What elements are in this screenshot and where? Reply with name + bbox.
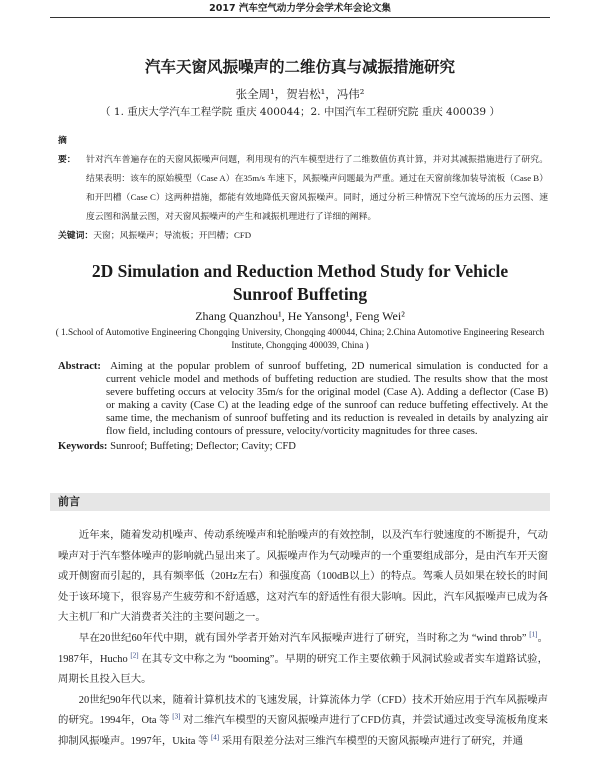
chinese-abstract-label: 摘 要： [58,135,76,164]
english-title: 2D Simulation and Reduction Method Study for Vehicle Sunroof Buffeting [91,261,509,304]
paragraph-text: 在其专文中称之为 “booming”。早期的研究工作主要依赖于风洞试验或者实车道路试验，周期长且投入巨大。 [58,653,548,686]
chinese-affiliation: （ 1. 重庆大学汽车工程学院 重庆 400044；2. 中国汽车工程研究院 重庆 400039 ） [100,106,500,118]
english-keywords-text: Sunroof; Buffeting; Deflector; Cavity; CFD [110,441,296,452]
citation-mark: [4] [210,733,220,742]
chinese-abstract [58,131,548,226]
chinese-keywords [58,226,548,245]
english-keywords-label: Keywords: [58,441,108,452]
chinese-keywords-label: 关键词： [58,230,94,240]
section-heading-introduction: 前言 [50,493,550,511]
english-abstract-label: Abstract: [58,361,101,372]
chinese-abstract-text: 针对汽车普遍存在的天窗风振噪声问题，利用现有的汽车模型进行了二维数值仿真计算，并对其减振措施进行了研究。结果表明：该车的原始模型（Case A）在35m/s 车速下，风振噪声问题最为严重。通过在天窗前缘加装导流板（Case B）和开凹槽（Case C）这两种措施，都能有效地降低天窗风振噪声。同时，通过分析三种情况下空气流场的压力云图、速度云图和涡量云图，对天窗风振噪声的产生和减振机理进行了详细的阐释。 [86,154,548,221]
english-abstract-text: Aiming at the popular problem of sunroof buffeting, 2D numerical simulation is conducted for a current vehicle model and methods of buffeting reduction are studied. The results show that the most severe buffeting occurs at velocity 35m/s for the original model (Case A). Adding a deflector (Case B) or making a cavity (Case C) at the leading edge of the sunroof can reduce buffeting effectively. At the same time, the mechanism of sunroof buffeting and its reduction is revealed in details by analyzing air flow field, including contours of pressure, velocity/vorticity magnitudes for three cases. [106,361,548,437]
chinese-keywords-text: 天窗；风振噪声；导流板；开凹槽；CFD [93,230,252,240]
paragraph-text: 对二维汽车模型的天窗风振噪声进行了CFD仿真，并尝试通过改变导流板角度来抑制风振噪声。1997年，Ukita 等 [58,715,548,747]
citation-mark: [1] [529,630,538,639]
paragraph-text: 近年来，随着发动机噪声、传动系统噪声和轮胎噪声的有效控制，以及汽车行驶速度的不断提升，气动噪声对于汽车整体噪声的影响就凸显出来了。风振噪声作为气动噪声的一个重要组成部分，是由汽车开天窗或开侧窗而引起的，具有频率低（20Hz左右）和强度高（100dB以上）的特点。驾乘人员如果在较长的时间处于该环境下，很容易产生疲劳和不舒适感，这对汽车的舒适性有很大影响。因此，汽车风振噪声已成为各大主机厂和广大消费者关注的主要问题之一。 [58,530,548,624]
english-abstract [58,360,548,438]
paragraph-text: 。1987年，Hucho [58,632,548,665]
running-header: 2017 汽车空气动力学分会学术年会论文集 [50,0,550,18]
paragraph-text: 采用有限差分法对三维汽车模型的天窗风振噪声进行了研究，并通 [219,735,524,747]
intro-paragraph-3 [58,691,548,753]
intro-paragraph-2 [58,629,548,691]
citation-mark: [3] [172,712,181,721]
citation-mark: [2] [130,651,139,660]
introduction-body [58,526,548,766]
paragraph-text: 早在20世纪60年代中期，就有国外学者开始对汽车风振噪声进行了研究，当时称之为 “wind throb” [78,632,530,644]
chinese-title: 汽车天窗风振噪声的二维仿真与减振措施研究 [144,57,455,76]
english-keywords [58,440,548,453]
english-affiliation: ( 1.School of Automotive Engineering Chongqing University, Chongqing 400044, China; 2.China Automotive Engineering Research Institute, Chongqing 400039, China ) [55,327,545,350]
chinese-authors: 张全周¹，贺岩松¹，冯伟² [235,87,365,101]
paragraph-text: 20世纪90年代以来，随着计算机技术的飞速发展，计算流体力学（CFD）技术开始应用于汽车风振噪声的研究。1994年，Ota 等 [58,694,548,727]
intro-paragraph-1 [58,526,548,629]
english-authors: Zhang Quanzhou¹, He Yansong¹, Feng Wei² [195,309,405,323]
